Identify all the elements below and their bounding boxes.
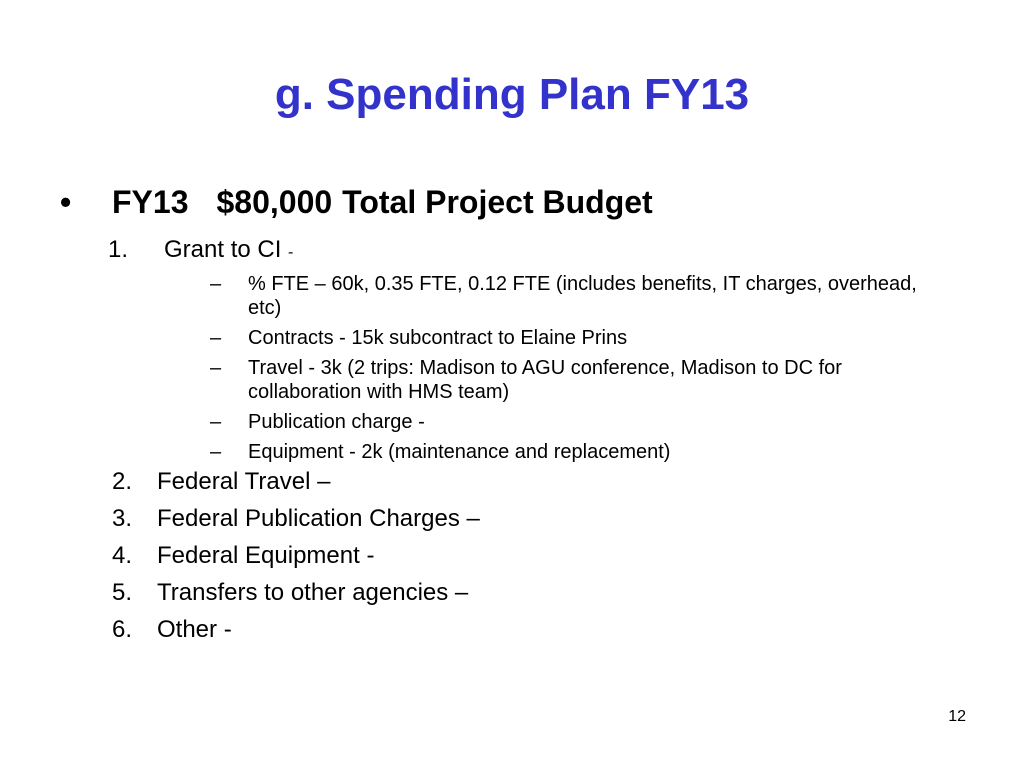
dash-marker: – [210,411,222,433]
dash-marker: – [210,357,222,379]
grant-number: 1. [108,236,129,263]
grant-detail-publication [210,410,950,434]
grant-detail-text: Travel - 3k (2 trips: Madison to AGU conference, Madison to DC for collaboration with HMS team) [248,357,842,403]
grant-label-wrap [164,236,293,264]
slide-title: g. Spending Plan FY13 [274,70,750,119]
main-bullet-text [112,184,653,221]
list-label: Transfers to other agencies – [157,579,469,606]
grant-detail-equipment [210,440,950,464]
grant-detail-text: % FTE – 60k, 0.35 FTE, 0.12 FTE (includes benefits, IT charges, overhead, etc) [248,273,917,319]
grant-detail-text: Contracts - 15k subcontract to Elaine Prins [248,327,628,349]
grant-detail-travel [210,356,950,404]
page-number: 12 [948,708,966,725]
budget-label: Total Project Budget [342,184,653,220]
list-label: Federal Travel – [157,468,331,495]
list-label: Federal Equipment - [157,542,375,569]
grant-detail-text: Publication charge - [248,411,425,433]
list-label: Federal Publication Charges – [157,505,480,532]
list-number: 4. [112,542,133,569]
list-number: 5. [112,579,133,606]
grant-label: Grant to CI [164,236,282,263]
list-number: 3. [112,505,133,532]
budget-amount: $80,000 [216,184,333,220]
grant-detail-text: Equipment - 2k (maintenance and replacement) [248,441,671,463]
grant-detail-contracts [210,326,950,350]
grant-detail-fte [210,272,950,320]
dash-marker: – [210,441,222,463]
bullet-marker: • [60,184,72,220]
list-number: 2. [112,468,133,495]
budget-year: FY13 [112,184,189,220]
grant-detail-list [210,272,950,470]
dash-marker: – [210,327,222,349]
grant-dash: - [288,244,294,261]
dash-marker: – [210,273,222,295]
list-number: 6. [112,616,133,643]
list-label: Other - [157,616,232,643]
